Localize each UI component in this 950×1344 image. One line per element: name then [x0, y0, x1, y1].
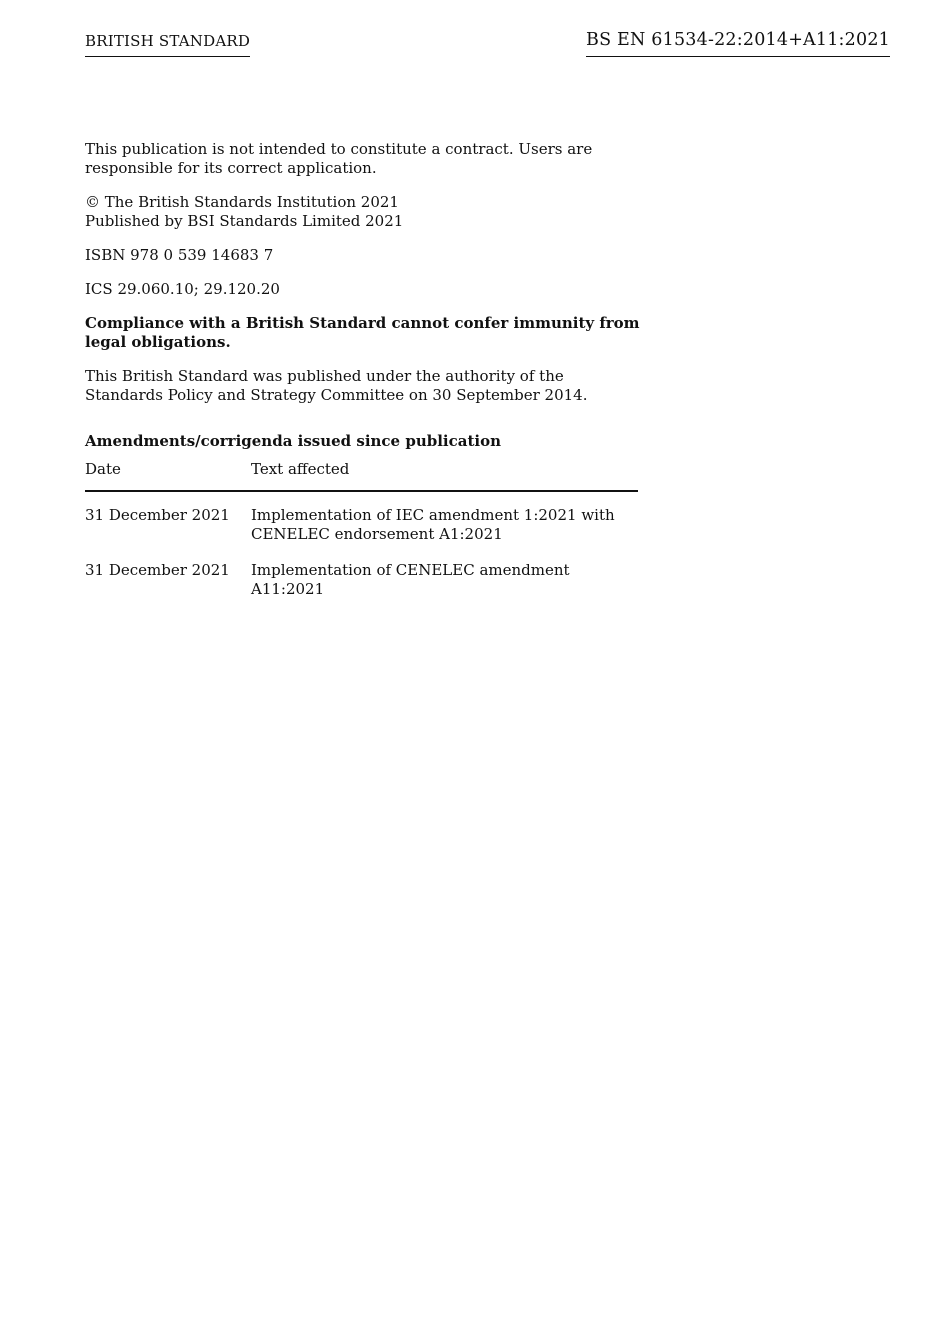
amendment-date: 31 December 2021: [85, 561, 230, 579]
copyright-line: © The British Standards Institution 2021: [85, 193, 399, 211]
amendment-text: [251, 544, 638, 599]
amendment-date: 31 December 2021: [85, 506, 230, 524]
amendments-table: [85, 460, 638, 599]
table-row: [85, 544, 638, 599]
imprint-content: [85, 140, 645, 599]
compliance-text: Compliance with a British Standard cannot confer immunity from legal obligations.: [85, 314, 640, 351]
copyright-block: [85, 193, 645, 231]
amendments-header-row: [85, 460, 638, 491]
amendment-text-line: CENELEC endorsement A1:2021: [251, 525, 503, 543]
amendment-text: [251, 491, 638, 544]
amendment-text-line: Implementation of IEC amendment 1:2021 with: [251, 506, 615, 524]
amendments-title: Amendments/corrigenda issued since publication: [85, 432, 501, 450]
column-header-date: Date: [85, 460, 251, 491]
ics-text: ICS 29.060.10; 29.120.20: [85, 280, 280, 298]
column-header-text-affected: Text affected: [251, 460, 638, 491]
published-line: Published by BSI Standards Limited 2021: [85, 212, 404, 230]
isbn-text: ISBN 978 0 539 14683 7: [85, 246, 274, 264]
header-standard-label: BRITISH STANDARD: [85, 32, 250, 57]
authority-text: This British Standard was published under the authority of the Standards Policy and Strategy Committee on 30 September 2014.: [85, 367, 588, 404]
amendment-text-line: Implementation of CENELEC amendment A11:2021: [251, 561, 570, 598]
header-standard-number: BS EN 61534-22:2014+A11:2021: [586, 30, 890, 57]
disclaimer-text: This publication is not intended to constitute a contract. Users are responsible for its correct application.: [85, 140, 593, 177]
table-row: [85, 491, 638, 544]
